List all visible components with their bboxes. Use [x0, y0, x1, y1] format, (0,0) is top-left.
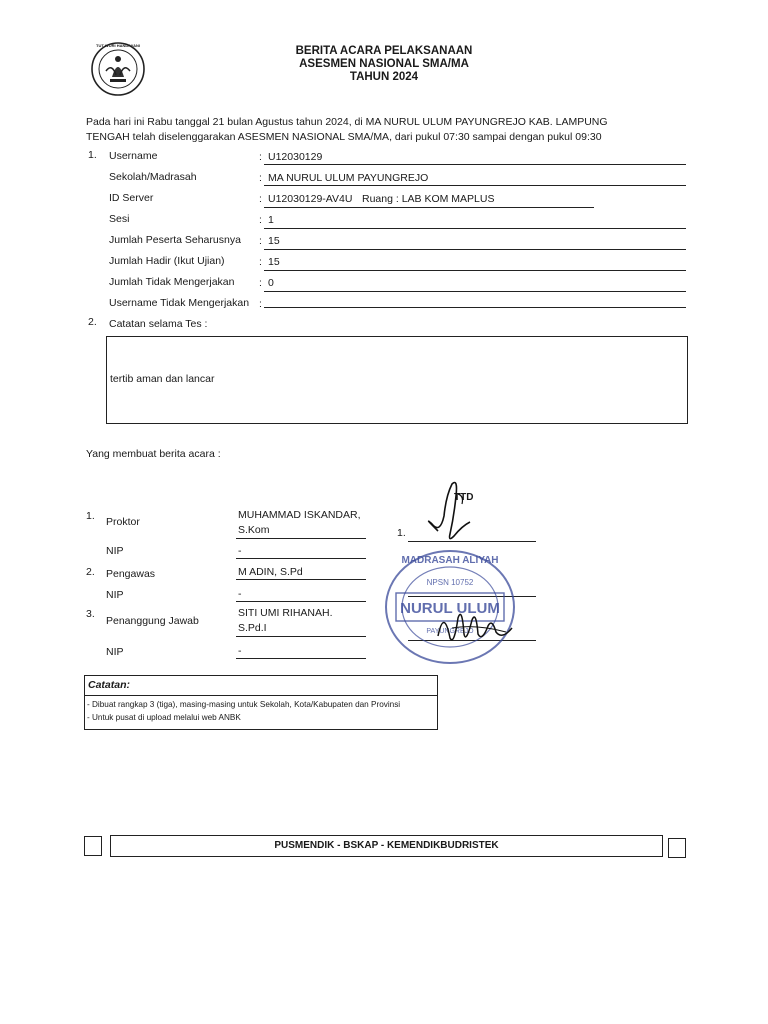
field-line-attended	[264, 270, 686, 271]
section2-number: 2.	[88, 316, 97, 328]
field-value-id-server: U12030129-AV4U	[268, 193, 353, 205]
notes-text: tertib aman dan lancar	[110, 373, 215, 385]
penanggung-name-line	[236, 636, 366, 637]
colon: :	[259, 172, 262, 184]
proktor-nip-label: NIP	[106, 545, 124, 557]
proktor-number: 1.	[86, 510, 95, 522]
intro-line1: Pada hari ini Rabu tanggal 21 bulan Agustus tahun 2024, di MA NURUL ULUM PAYUNGREJO KAB. LAMPUNG	[86, 116, 608, 128]
catatan-item: - Untuk pusat di upload melalui web ANBK	[87, 713, 241, 722]
colon: :	[259, 256, 262, 268]
section2-label: Catatan selama Tes :	[109, 318, 208, 330]
field-value-attended: 15	[268, 256, 280, 268]
field-line-not-done	[264, 291, 686, 292]
penanggung-nip-label: NIP	[106, 646, 124, 658]
field-line-school	[264, 185, 686, 186]
field-value-room: Ruang : LAB KOM MAPLUS	[362, 193, 495, 205]
stamp-bottom-text: PAYUNGREJO	[426, 628, 474, 635]
proktor-name-line2: S.Kom	[238, 524, 270, 536]
field-value-username: U12030129	[268, 151, 323, 163]
field-label-username: Username	[109, 150, 158, 162]
stamp-npsn: NPSN 10752	[426, 578, 474, 587]
proktor-name-line1: MUHAMMAD ISKANDAR,	[238, 509, 361, 521]
stamp-center-text: NURUL ULUM	[400, 600, 500, 617]
doc-title-line3: TAHUN 2024	[349, 71, 419, 83]
catatan-title: Catatan:	[88, 679, 131, 691]
footer-right-square	[668, 838, 686, 858]
colon: :	[259, 151, 262, 163]
field-line-username-not-done	[264, 307, 686, 308]
stamp-arc-text: MADRASAH ALIYAH	[401, 555, 499, 566]
colon: :	[259, 214, 262, 226]
penanggung-signature	[436, 598, 516, 648]
field-value-school: MA NURUL ULUM PAYUNGREJO	[268, 172, 429, 184]
field-value-session: 1	[268, 214, 274, 226]
notes-box	[106, 336, 688, 424]
penanggung-nip-value: -	[238, 645, 242, 657]
catatan-item: - Dibuat rangkap 3 (tiga), masing-masing untuk Sekolah, Kota/Kabupaten dan Provinsi	[87, 700, 401, 709]
colon: :	[259, 277, 262, 289]
catatan-header	[85, 676, 437, 696]
pengawas-name-line	[236, 579, 366, 580]
pengawas-name: M ADIN, S.Pd	[238, 566, 303, 578]
field-line-id-server	[264, 207, 594, 208]
ttd-label: TTD	[454, 492, 474, 503]
proktor-nip-value: -	[238, 545, 242, 557]
penanggung-name-line1: SITI UMI RIHANAH.	[238, 607, 333, 619]
pengawas-number: 2.	[86, 566, 95, 578]
colon: :	[259, 298, 262, 310]
pengawas-nip-label: NIP	[106, 589, 124, 601]
penanggung-name-line2: S.Pd.I	[238, 622, 267, 634]
proktor-role: Proktor	[106, 516, 140, 528]
intro-line2: TENGAH telah diselenggarakan ASESMEN NASIONAL SMA/MA, dari pukul 07:30 sampai dengan pukul 09:30	[86, 131, 602, 143]
catatan-box	[84, 675, 438, 730]
proktor-name-line	[236, 538, 366, 539]
footer-box	[110, 835, 663, 857]
colon: :	[259, 193, 262, 205]
logo-text: TUT WURI HANDAYANI	[96, 43, 140, 48]
field-label-expected: Jumlah Peserta Seharusnya	[109, 234, 241, 246]
signers-heading: Yang membuat berita acara :	[86, 448, 221, 460]
footer-text: PUSMENDIK - BSKAP - KEMENDIKBUDRISTEK	[274, 840, 499, 851]
penanggung-nip-line	[236, 658, 366, 659]
section1-number: 1.	[88, 149, 97, 161]
field-line-session	[264, 228, 686, 229]
doc-title-line1: BERITA ACARA PELAKSANAAN	[295, 45, 473, 57]
field-label-username-not-done: Username Tidak Mengerjakan	[109, 297, 250, 309]
field-line-expected	[264, 249, 686, 250]
field-label-session: Sesi	[109, 213, 130, 225]
field-line-username	[264, 164, 686, 165]
pengawas-nip-value: -	[238, 588, 242, 600]
doc-title-line2: ASESMEN NASIONAL SMA/MA	[299, 58, 469, 70]
proktor-sig-number: 1.	[397, 527, 406, 539]
field-value-not-done: 0	[268, 277, 274, 289]
footer-left-square	[84, 836, 102, 856]
colon: :	[259, 235, 262, 247]
field-label-attended: Jumlah Hadir (Ikut Ujian)	[109, 255, 225, 267]
proktor-nip-line	[236, 558, 366, 559]
proktor-signature	[418, 476, 478, 546]
field-label-id-server: ID Server	[109, 192, 154, 204]
field-value-expected: 15	[268, 235, 280, 247]
pengawas-role: Pengawas	[106, 568, 156, 580]
pengawas-nip-line	[236, 601, 366, 602]
penanggung-number: 3.	[86, 608, 95, 620]
field-label-not-done: Jumlah Tidak Mengerjakan	[109, 276, 235, 288]
field-label-school: Sekolah/Madrasah	[109, 171, 197, 183]
penanggung-role: Penanggung Jawab	[106, 615, 199, 627]
